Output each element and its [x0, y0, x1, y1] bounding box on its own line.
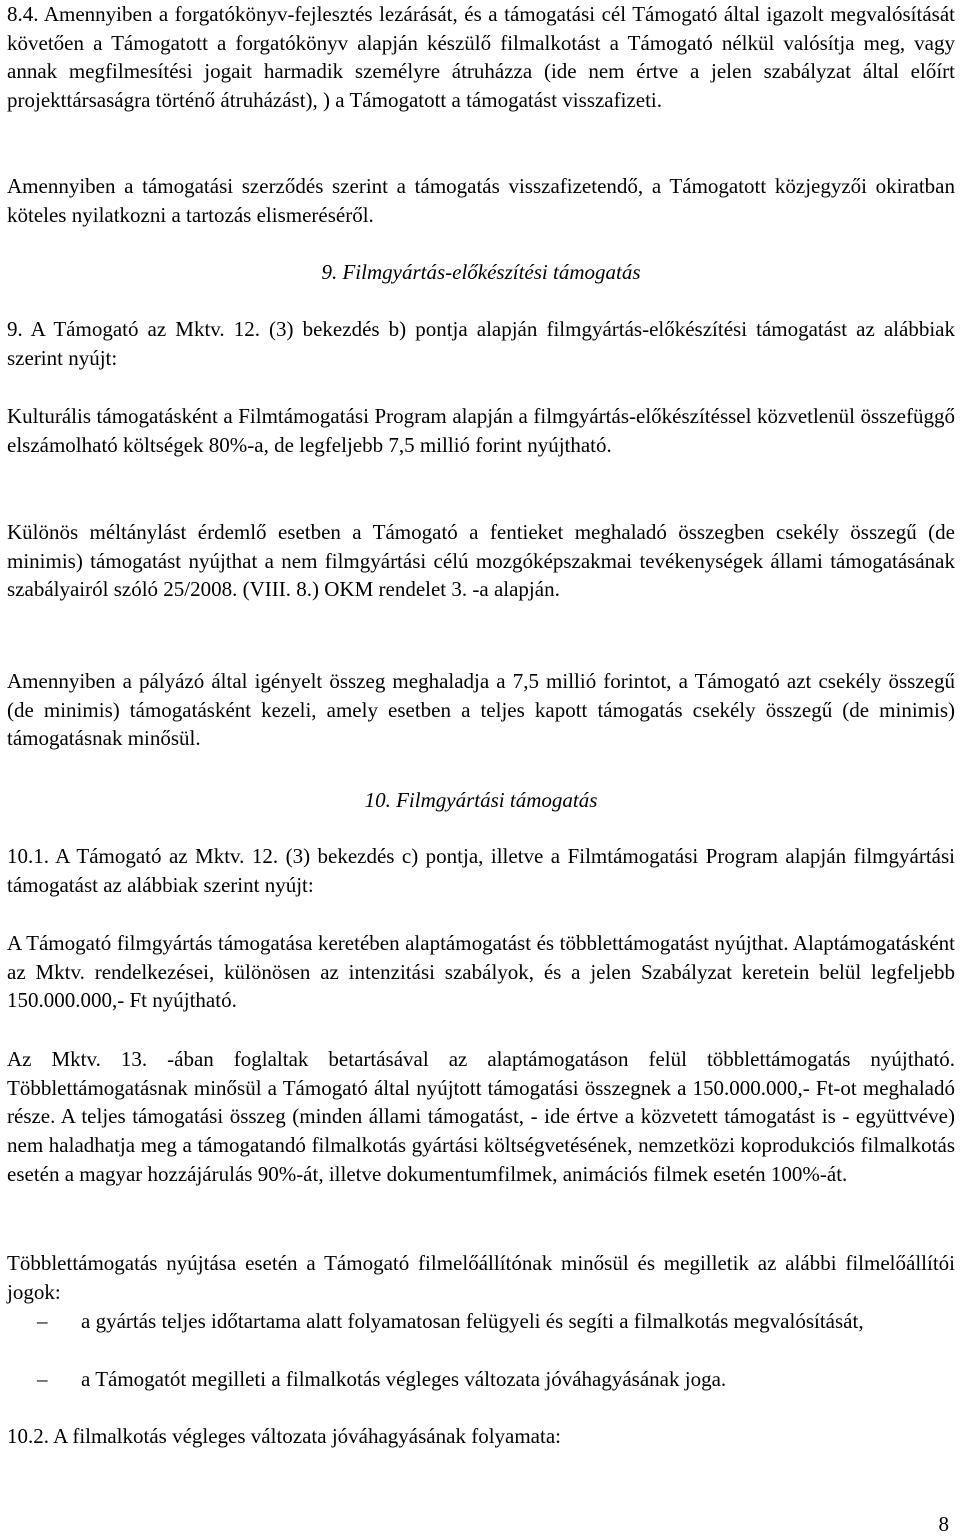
paragraph-9-intro: 9. A Támogató az Mktv. 12. (3) bekezdés b) pontja alapján filmgyártás-előkészítési támogatást az alábbiak szerint nyújt:	[7, 317, 955, 370]
dash-bullet-icon: –	[37, 1309, 48, 1333]
paragraph-notary-declaration: Amennyiben a támogatási szerződés szerint a támogatás visszafizetendő, a Támogatott közjegyzői okiratban köteles nyilatkozni a tartozás elismeréséről.	[7, 174, 955, 227]
page-number: 8	[938, 1512, 949, 1536]
paragraph-8-4: 8.4. Amennyiben a forgatókönyv-fejlesztés lezárását, és a támogatási cél Támogató által igazolt megvalósítását követően a Támogatott a forgatókönyv alapján készülő filmalkotást a Támogató nélkül valósítja meg, vagy annak megfilmesítési jogait harmadik személyre átruházza (ide nem értve a jelen szabályzat által előírt projekttársaságra történő átruházást), ) a Támogatott a támogatást visszafizeti.	[7, 2, 955, 113]
heading-section-9: 9. Filmgyártás-előkészítési támogatás	[321, 260, 641, 284]
paragraph-10-producer-rights: Többlettámogatás nyújtása esetén a Támogató filmelőállítónak minősül és megilletik az alábbi filmelőállítói jogok:	[7, 1251, 955, 1304]
list-item-text: a gyártás teljes időtartama alatt folyamatosan felügyeli és segíti a filmalkotás megvalósítását,	[81, 1309, 864, 1333]
paragraph-10-extra-support: Az Mktv. 13. -ában foglaltak betartásával az alaptámogatáson felül többlettámogatás nyújtható. Többlettámogatásnak minősül a Támogató által nyújtott támogatási összegnek a 150.000.000,- Ft-ot meghaladó része. A teljes támogatási összeg (minden állami támogatást, - ide értve a közvetett támogatást is - együttvéve) nem haladhatja meg a támogatandó filmalkotás gyártási költségvetésének, nemzetközi koprodukciós filmalkotás esetén a magyar hozzájárulás 90%-át, illetve dokumentumfilmek, animációs filmek esetén 100%-át.	[7, 1047, 955, 1186]
paragraph-9-special-case: Különös méltánylást érdemlő esetben a Támogató a fentieket meghaladó összegben csekély összegű (de minimis) támogatást nyújthat a nem filmgyártási célú mozgóképszakmai tevékenységek állami támogatásának szabályairól szóló 25/2008. (VIII. 8.) OKM rendelet 3. -a alapján.	[7, 520, 955, 602]
dash-bullet-icon: –	[37, 1367, 48, 1391]
document-page	[7, 0, 955, 1537]
list-item-text: a Támogatót megilleti a filmalkotás végleges változata jóváhagyásának joga.	[81, 1367, 727, 1391]
heading-section-10: 10. Filmgyártási támogatás	[364, 788, 598, 812]
paragraph-9-cultural-support: Kulturális támogatásként a Filmtámogatási Program alapján a filmgyártás-előkészítéssel közvetlenül összefüggő elszámolható költségek 80%-a, de legfeljebb 7,5 millió forint nyújtható.	[7, 404, 955, 457]
list-item	[7, 1307, 955, 1365]
list-item	[7, 1365, 955, 1394]
paragraph-9-exceeding-amount: Amennyiben a pályázó által igényelt összeg meghaladja a 7,5 millió forintot, a Támogató azt csekély összegű (de minimis) támogatásként kezeli, amely esetben a teljes kapott támogatás csekély összegű (de minimis) támogatásnak minősül.	[7, 669, 955, 751]
paragraph-10-base-support: A Támogató filmgyártás támogatása keretében alaptámogatást és többlettámogatást nyújthat. Alaptámogatásként az Mktv. rendelkezései, különösen az intenzitási szabályok, és a jelen Szabályzat keretein belül legfeljebb 150.000.000,- Ft nyújtható.	[7, 931, 955, 1013]
paragraph-10-2: 10.2. A filmalkotás végleges változata jóváhagyásának folyamata:	[7, 1424, 561, 1448]
paragraph-10-1: 10.1. A Támogató az Mktv. 12. (3) bekezdés c) pontja, illetve a Filmtámogatási Program alapján filmgyártási támogatást az alábbiak szerint nyújt:	[7, 844, 955, 897]
